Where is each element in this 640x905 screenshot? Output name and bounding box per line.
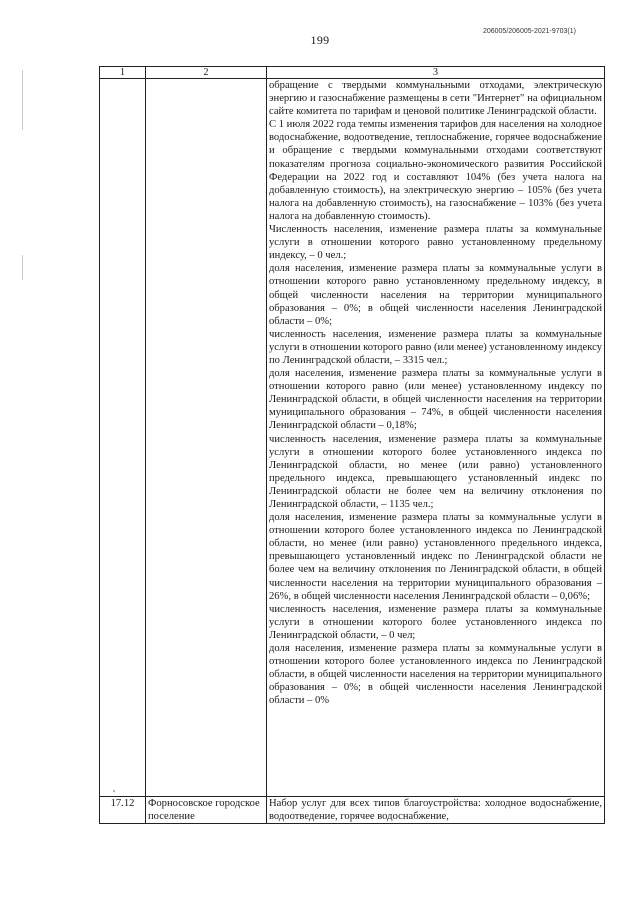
row-number (100, 79, 146, 797)
settlement-name: Форносовское городское поселение (146, 797, 267, 824)
paragraph: численность населения, изменение размера платы за коммунальные услуги в отношении которого более установленного индекса по Ленинградской области, но менее (или равно) установленного предельного индекса, превышающего установленный индекс по Ленинградской области не более чем на величину отклонения по Ленинградской области, – 1135 чел.; (269, 433, 602, 510)
column-header-1: 1 (100, 67, 146, 79)
paragraph: Набор услуг для всех типов благоустройства: холодное водоснабжение, водоотведение, горячее водоснабжение, (269, 798, 602, 823)
scan-margin-line (22, 255, 23, 280)
paragraph: обращение с твердыми коммунальными отходами, электрическую энергию и газоснабжение размещены в сети "Интернет" на официальном сайте комитета по тарифам и ценовой политике Ленинградской области. (269, 80, 602, 118)
paragraph: численность населения, изменение размера платы за коммунальные услуги в отношении которого более установленного индекса по Ленинградской области, – 0 чел; (269, 603, 602, 641)
page-number: 199 (310, 33, 330, 47)
settlement-name (146, 79, 267, 797)
description-cell (267, 797, 605, 824)
table-row (100, 79, 605, 797)
paragraph: численность населения, изменение размера платы за коммунальные услуги в отношении которого равно (или менее) установленному индексу по Ленинградской области, – 3315 чел.; (269, 328, 602, 366)
paragraph: Численность населения, изменение размера платы за коммунальные услуги в отношении которого равно установленному предельному индексу, – 0 чел.; (269, 224, 602, 262)
paragraph: С 1 июля 2022 года темпы изменения тарифов для населения на холодное водоснабжение, водоотведение, теплоснабжение, горячее водоснабжение и обращение с твердыми коммунальными отходами соответствуют показателям прогноза социально-экономического развития Российской Федерации на 2022 год и составляют 104% (без учета налога на добавленную стоимость), на электрическую энергию – 105% (без учета налога на добавленную стоимость), на газоснабжение – 103% (без учета налога на добавленную стоимость). (269, 119, 602, 222)
column-header-3: 3 (267, 67, 605, 79)
scan-margin-line (22, 70, 23, 130)
paragraph: доля населения, изменение размера платы за коммунальные услуги в отношении которого более установленного индекса по Ленинградской области, в общей численности населения на территории муниципального образования – 0%; в общей численности населения Ленинградской области – 0% (269, 643, 602, 707)
table-row (100, 797, 605, 824)
document-id: 206005/206005-2021-9703(1) (482, 28, 576, 35)
paragraph: доля населения, изменение размера платы за коммунальные услуги в отношении которого равно установленному предельному индексу, в общей численности населения на территории муниципального образования – 0%; в общей численности населения Ленинградской области – 0%; (269, 263, 602, 327)
paragraph: доля населения, изменение размера платы за коммунальные услуги в отношении которого равно (или менее) установленному индексу по Ленинградской области, в общей численности населения на территории муниципального образования – 74%, в общей численности населения Ленинградской области – 0,18%; (269, 368, 602, 432)
main-table (99, 66, 605, 824)
row-number: 17.12 (100, 797, 146, 824)
column-header-2: 2 (146, 67, 267, 79)
paragraph: доля населения, изменение размера платы за коммунальные услуги в отношении которого более установленного индекса по Ленинградской области, но менее (или равно) установленного предельного индекса, превышающего установленный индекс по Ленинградской области не более чем на величину отклонения по Ленинградской области, в общей численности населения на территории муниципального образования – 26%, в общей численности населения Ленинградской области – 0,06%; (269, 512, 602, 602)
table-header-row (100, 67, 605, 79)
description-cell (267, 79, 605, 797)
